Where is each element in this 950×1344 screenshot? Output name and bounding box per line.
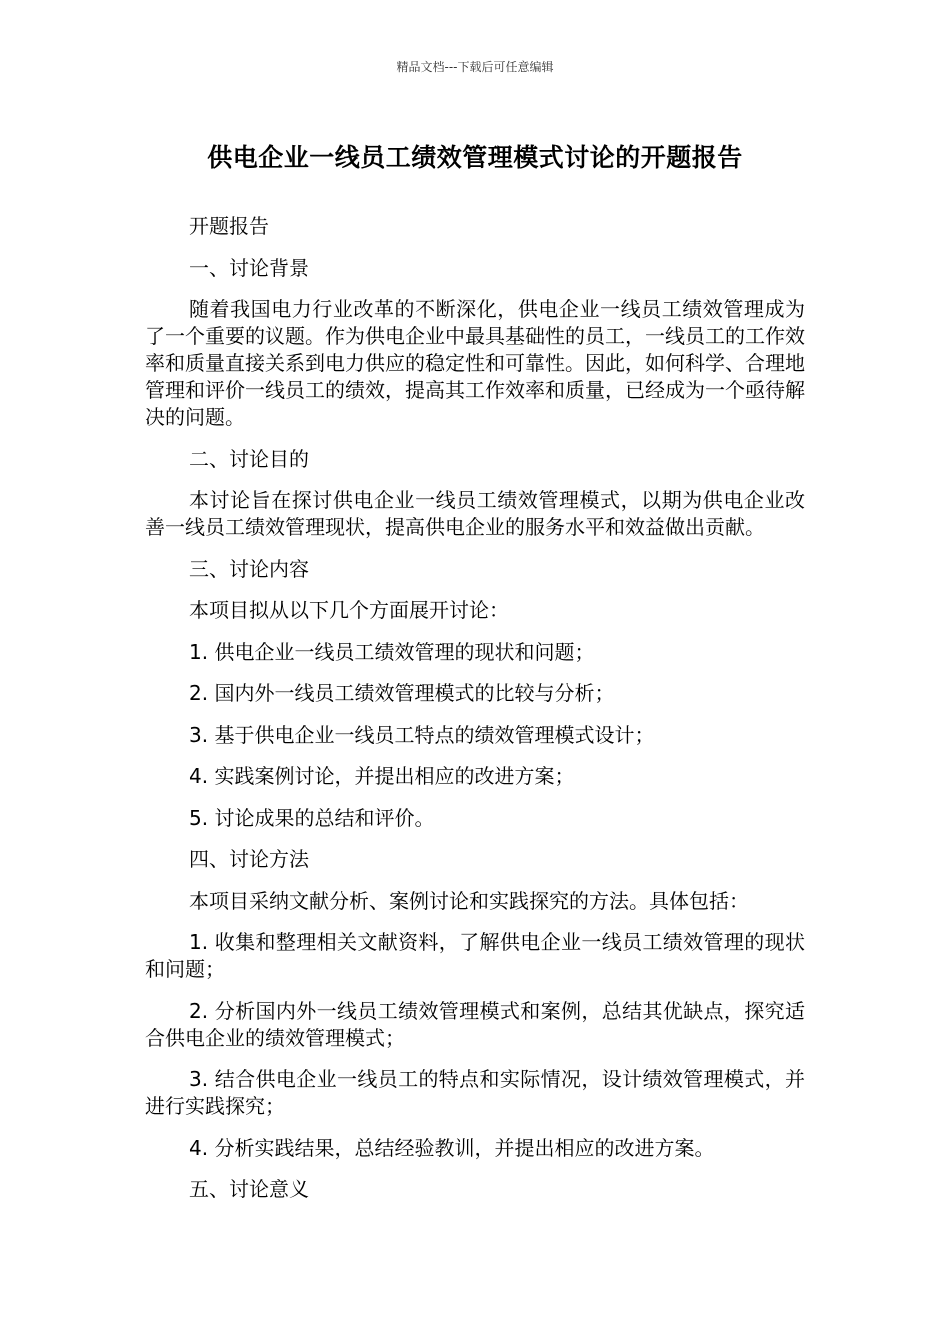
content-list-item: 3. 基于供电企业一线员工特点的绩效管理模式设计；: [189, 722, 655, 747]
method-list-item: 3. 结合供电企业一线员工的特点和实际情况，设计绩效管理模式，并进行实践探究；: [145, 1067, 805, 1118]
document-body: [145, 213, 805, 1218]
paragraph-background: 随着我国电力行业改革的不断深化，供电企业一线员工绩效管理成为了一个重要的议题。作为供电企业中最具基础性的员工，一线员工的工作效率和质量直接关系到电力供应的稳定性和可靠性。因此，如何科学、合理地管理和评价一线员工的绩效，提高其工作效率和质量，已经成为一个亟待解决的问题。: [145, 297, 805, 429]
section-heading-content: 三、讨论内容: [189, 556, 309, 581]
section-heading-background: 一、讨论背景: [189, 255, 309, 280]
section-heading-method: 四、讨论方法: [189, 847, 309, 871]
content-list-item: 4. 实践案例讨论，并提出相应的改进方案；: [189, 764, 575, 788]
paragraph-content-intro: 本项目拟从以下几个方面展开讨论：: [189, 598, 509, 622]
document-title: 供电企业一线员工绩效管理模式讨论的开题报告: [207, 143, 743, 172]
content-list-item: 1. 供电企业一线员工绩效管理的现状和问题；: [189, 639, 595, 664]
header-note: 精品文档---下载后可任意编辑: [396, 60, 554, 74]
content-list-item: 5. 讨论成果的总结和评价。: [189, 805, 435, 830]
method-list-item: 1. 收集和整理相关文献资料，了解供电企业一线员工绩效管理的现状和问题；: [145, 930, 805, 981]
content-list-item: 2. 国内外一线员工绩效管理模式的比较与分析；: [189, 681, 615, 705]
paragraph-purpose: 本讨论旨在探讨供电企业一线员工绩效管理模式，以期为供电企业改善一线员工绩效管理现状，提高供电企业的服务水平和效益做出贡献。: [145, 488, 805, 539]
section-heading-significance: 五、讨论意义: [189, 1177, 309, 1201]
paragraph-method-intro: 本项目采纳文献分析、案例讨论和实践探究的方法。具体包括：: [189, 888, 749, 913]
section-heading-purpose: 二、讨论目的: [189, 446, 309, 471]
paragraph-report-label: 开题报告: [189, 214, 269, 238]
method-list-item: 4. 分析实践结果，总结经验教训，并提出相应的改进方案。: [189, 1135, 715, 1160]
method-list-item: 2. 分析国内外一线员工绩效管理模式和案例，总结其优缺点，探究适合供电企业的绩效管理模式；: [145, 998, 805, 1050]
